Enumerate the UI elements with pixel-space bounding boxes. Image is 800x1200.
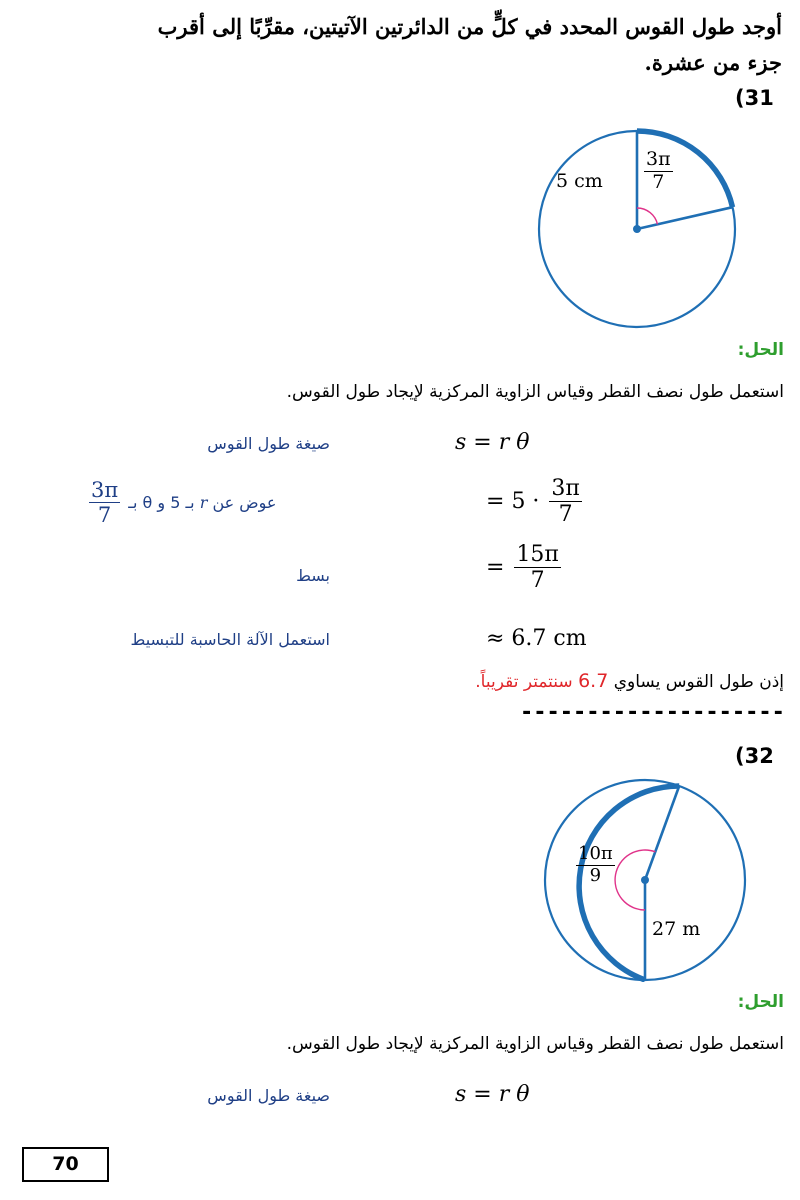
radius-label-32: 27 m [652,918,701,940]
circle-32-radius-upper [645,786,679,880]
circle-31-center [633,225,641,233]
step-2-equation: = 5 · $\frac{3\pi}{7}$ [486,476,580,528]
step-2-denominator: 7 [558,502,573,528]
step-3-numerator: 15π [516,542,559,567]
conclusion-unit: سنتمتر تقريباً. [475,672,573,692]
conclusion-prefix: إذن طول القوس يساوي [613,672,784,692]
angle-31-denominator: 7 [652,170,665,193]
circle-31-angle-mark [637,208,658,224]
separator-dashes: -------------------- [520,700,785,725]
step-3-denominator: 7 [530,568,545,594]
instruction-32: استعمل طول نصف القطر وقياس الزاوية المركزية لإيجاد طول القوس. [286,1034,784,1054]
step-2-reason-numerator: 3π [91,478,119,502]
circle-diagram-31 [530,108,750,330]
step-1-reason: صيغة طول القوس [207,434,330,453]
step-2-reason-mid: بـ 5 و θ بـ [128,493,195,513]
angle-32-numerator: 10π [578,843,613,864]
circle-31-radius-slanted [637,207,733,229]
step-2-reason [86,478,276,527]
instruction-31: استعمل طول نصف القطر وقياس الزاوية المركزية لإيجاد طول القوس. [286,382,784,402]
circle-32-angle-mark [615,850,655,910]
step-3-reason: بسط [296,566,330,585]
step-2-multiplier: 5 [511,488,526,514]
step-2-numerator: 3π [551,476,580,501]
problem-31-number: (31 [735,86,774,110]
angle-label-31 [641,149,676,194]
intro-line-2: جزء من عشرة. [644,50,782,75]
circle-32-center [641,876,649,884]
conclusion-value: 6.7 [578,670,609,692]
angle-label-32 [573,844,618,886]
conclusion-31 [475,670,784,692]
step-2-reason-denominator: 7 [97,503,112,528]
step-1-equation-32: s = r θ [455,1082,530,1107]
page-number: 70 [22,1147,109,1182]
circle-diagram-32 [535,752,755,982]
step-3-equation: = $\frac{15\pi}{7}$ [486,542,559,594]
step-4-equation: ≈ 6.7 cm [486,626,587,651]
step-1-reason-32: صيغة طول القوس [207,1086,330,1105]
radius-label-31: 5 cm [556,170,603,192]
step-2-reason-prefix: عوض عن [212,493,277,513]
step-2-reason-r: r [199,493,208,513]
angle-32-denominator: 9 [589,864,602,886]
solution-label-32: الحل: [737,992,784,1012]
step-4-reason: استعمل الآلة الحاسبة للتبسيط [130,630,330,649]
solution-label-31: الحل: [737,340,784,360]
angle-31-numerator: 3π [646,148,671,170]
problem-32-number: (32 [735,744,774,768]
step-1-equation: s = r θ [455,430,530,455]
intro-line-1: أوجد طول القوس المحدد في كلٍّ من الدائرتين الآتيتين، مقرِّبًا إلى أقرب [157,14,782,39]
